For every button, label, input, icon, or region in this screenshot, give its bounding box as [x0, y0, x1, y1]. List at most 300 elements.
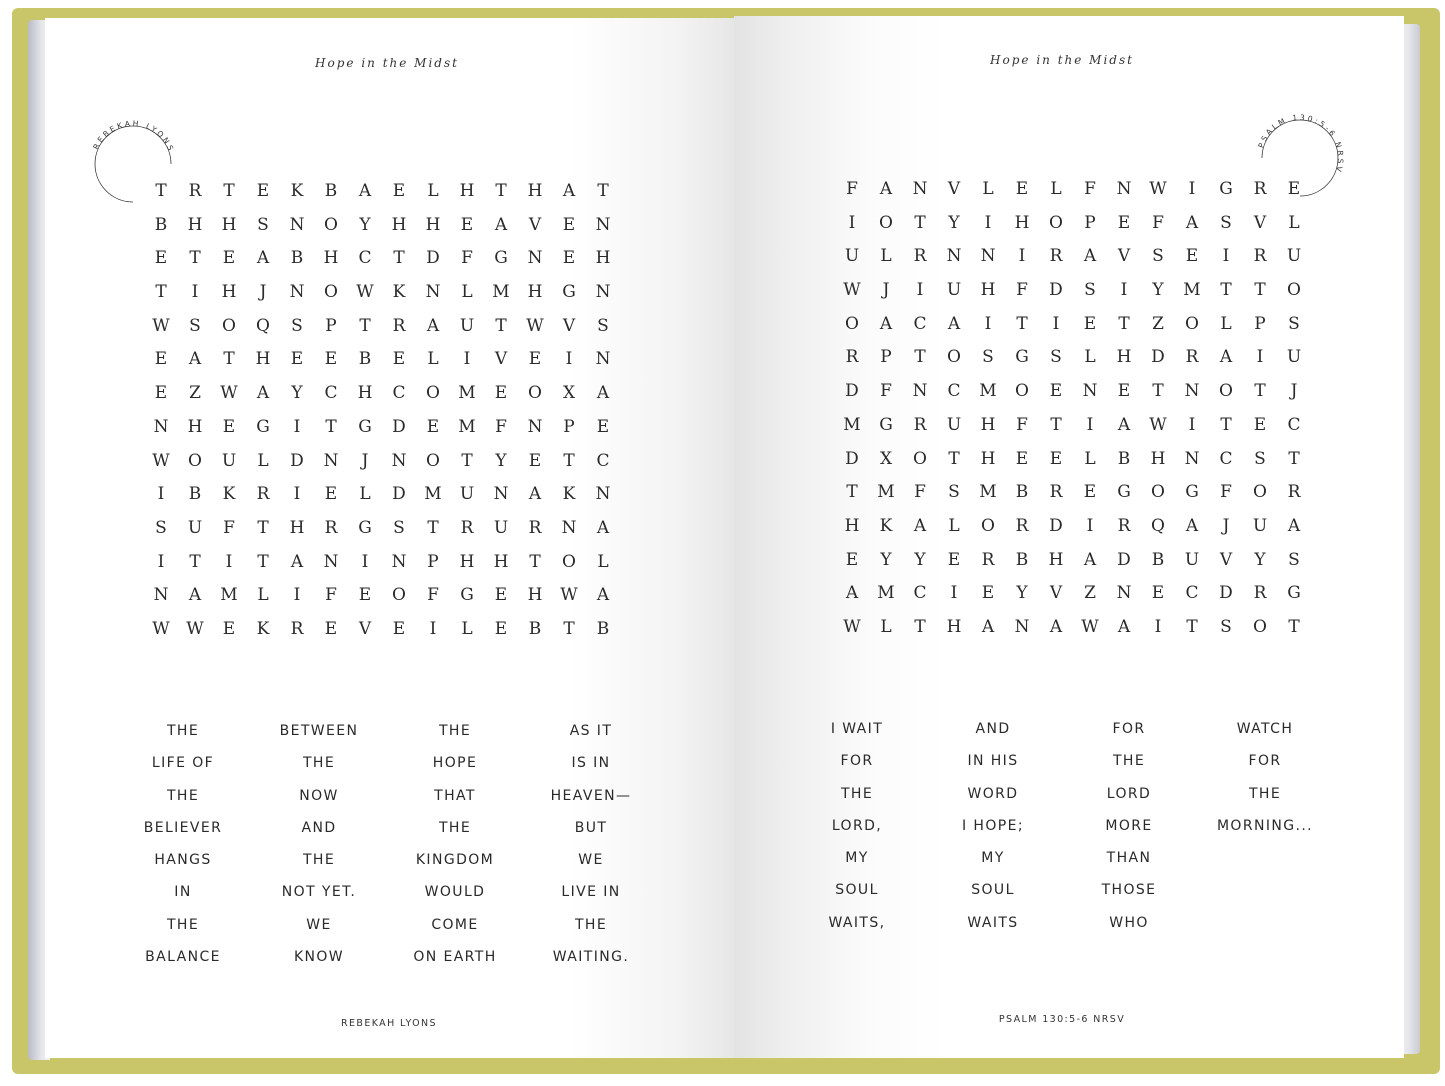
grid-letter: A — [596, 383, 610, 404]
svg-text:PSALM 130:5-6 NRSV — [1256, 113, 1345, 175]
grid-letter: U — [221, 450, 237, 471]
grid-letter: I — [1188, 414, 1196, 435]
grid-letter: N — [527, 416, 543, 437]
grid-letter: J — [361, 450, 369, 471]
grid-letter: C — [1219, 448, 1233, 469]
grid-letter: I — [1222, 246, 1230, 267]
grid-letter: G — [358, 517, 372, 538]
grid-letter: E — [981, 583, 995, 604]
grid-letter: X — [562, 383, 576, 404]
grid-letter: O — [528, 383, 542, 404]
grid-letter: A — [426, 315, 440, 336]
grid-letter: E — [1185, 246, 1199, 267]
grid-letter: K — [562, 484, 576, 505]
grid-letter: U — [493, 517, 509, 538]
grid-letter: U — [1286, 246, 1302, 267]
grid-letter: I — [1188, 179, 1196, 199]
grid-letter: F — [1084, 179, 1096, 199]
grid-letter: T — [223, 181, 235, 201]
quote-line: AND — [301, 819, 337, 836]
grid-letter: R — [392, 315, 406, 336]
grid-letter: F — [1016, 280, 1028, 301]
grid-letter: W — [152, 450, 170, 471]
grid-letter: R — [188, 181, 202, 201]
quote-line: KNOW — [293, 949, 345, 966]
grid-letter: I — [984, 212, 992, 233]
grid-letter: R — [528, 517, 542, 538]
grid-letter: T — [1118, 313, 1130, 334]
grid-letter: N — [595, 484, 611, 505]
grid-letter: N — [289, 282, 305, 303]
quote-line: LIFE OF — [151, 755, 215, 772]
grid-letter: H — [980, 280, 996, 301]
grid-letter: I — [1154, 616, 1162, 637]
grid-letter: T — [1186, 616, 1198, 637]
grid-letter: A — [256, 383, 270, 404]
grid-letter: L — [257, 585, 269, 606]
grid-letter: O — [1049, 212, 1063, 233]
quote-line: THAT — [434, 787, 476, 804]
grid-letter: T — [257, 517, 269, 538]
grid-letter: C — [913, 313, 927, 334]
grid-letter: E — [426, 416, 440, 437]
grid-letter: I — [429, 618, 437, 639]
grid-letter: R — [290, 618, 304, 639]
grid-letter: M — [877, 583, 895, 604]
grid-letter: E — [1015, 179, 1029, 199]
quote-line: IN — [174, 884, 192, 901]
quote-column — [251, 715, 387, 973]
grid-letter: Y — [291, 383, 303, 404]
grid-letter: H — [946, 616, 962, 637]
quote-line: SOUL — [835, 882, 879, 899]
grid-letter: E — [392, 349, 406, 370]
grid-letter: I — [157, 551, 165, 572]
right-quote-block — [789, 713, 1333, 939]
left-running-head: Hope in the Midst — [315, 56, 459, 70]
quote-line: AND — [975, 721, 1011, 737]
grid-letter: T — [461, 450, 473, 471]
quote-line: THE — [1112, 753, 1146, 770]
quote-line: THE — [574, 916, 608, 933]
grid-letter: G — [460, 585, 474, 606]
grid-letter: O — [324, 282, 338, 303]
grid-letter: O — [1287, 280, 1301, 301]
grid-letter: D — [1049, 515, 1063, 536]
grid-letter: R — [981, 549, 995, 570]
grid-letter: F — [1152, 212, 1164, 233]
grid-letter: O — [947, 347, 961, 368]
grid-letter: T — [359, 315, 371, 336]
grid-letter: T — [427, 517, 439, 538]
grid-letter: R — [1253, 246, 1267, 267]
grid-letter: N — [1082, 381, 1098, 402]
grid-letter: E — [845, 549, 859, 570]
grid-letter: T — [189, 248, 201, 269]
grid-letter: B — [188, 484, 202, 505]
grid-letter: T — [223, 349, 235, 370]
grid-letter: A — [913, 515, 927, 536]
grid-letter: T — [1254, 381, 1266, 402]
left-attribution: REBEKAH LYONS — [341, 1018, 437, 1029]
grid-letter: L — [1288, 212, 1300, 233]
grid-letter: Q — [256, 315, 270, 336]
grid-letter: U — [459, 315, 475, 336]
quote-line: KINGDOM — [415, 852, 495, 869]
grid-letter: Y — [948, 212, 960, 233]
grid-letter: L — [880, 246, 892, 267]
quote-column — [387, 715, 523, 973]
grid-letter: A — [879, 179, 893, 199]
grid-letter: D — [845, 381, 859, 402]
grid-letter: S — [1050, 347, 1062, 368]
grid-letter: H — [1048, 549, 1064, 570]
grid-letter: N — [595, 214, 611, 235]
grid-letter: H — [187, 416, 203, 437]
grid-letter: K — [392, 282, 406, 303]
grid-letter: R — [1049, 482, 1063, 503]
quote-line: NOW — [299, 787, 339, 804]
grid-letter: I — [1256, 347, 1264, 368]
grid-letter: A — [845, 583, 859, 604]
grid-letter: Z — [1084, 583, 1096, 604]
grid-letter: E — [562, 214, 576, 235]
grid-letter: E — [222, 618, 236, 639]
grid-letter: L — [461, 282, 473, 303]
grid-letter: F — [914, 482, 926, 503]
grid-letter: B — [1117, 448, 1131, 469]
grid-letter: E — [324, 349, 338, 370]
quote-line: AS IT — [569, 723, 613, 739]
grid-letter: E — [494, 383, 508, 404]
grid-letter: A — [596, 517, 610, 538]
grid-letter: E — [460, 214, 474, 235]
grid-letter: N — [1014, 616, 1030, 637]
grid-letter: Q — [1151, 515, 1165, 536]
grid-letter: S — [948, 482, 960, 503]
grid-letter: L — [1084, 448, 1096, 469]
grid-letter: E — [1117, 381, 1131, 402]
grid-letter: K — [256, 618, 270, 639]
grid-letter: N — [391, 551, 407, 572]
grid-letter: F — [461, 248, 473, 269]
grid-letter: E — [1049, 448, 1063, 469]
grid-letter: S — [1152, 246, 1164, 267]
grid-letter: O — [188, 450, 202, 471]
grid-letter: C — [596, 450, 610, 471]
grid-letter: E — [392, 618, 406, 639]
grid-letter: P — [563, 416, 575, 437]
grid-letter: T — [1288, 616, 1300, 637]
grid-letter: L — [982, 179, 994, 199]
grid-letter: W — [356, 282, 374, 303]
grid-letter: E — [1083, 482, 1097, 503]
grid-letter: Y — [1254, 549, 1266, 570]
grid-letter: M — [458, 383, 476, 404]
right-running-head: Hope in the Midst — [990, 53, 1134, 67]
grid-letter: G — [1015, 347, 1029, 368]
grid-letter: S — [1220, 212, 1232, 233]
quote-line: HANGS — [154, 852, 212, 869]
grid-letter: S — [393, 517, 405, 538]
quote-line: BELIEVER — [143, 819, 223, 836]
grid-letter: B — [290, 248, 304, 269]
grid-letter: B — [154, 214, 168, 235]
grid-letter: P — [880, 347, 892, 368]
grid-letter: B — [596, 618, 610, 639]
quote-line: BETWEEN — [279, 723, 359, 739]
grid-letter: T — [155, 181, 167, 201]
grid-letter: X — [879, 448, 893, 469]
grid-letter: R — [1117, 515, 1131, 536]
grid-letter: F — [223, 517, 235, 538]
grid-letter: V — [1253, 212, 1267, 233]
grid-letter: E — [528, 450, 542, 471]
grid-letter: A — [1083, 246, 1097, 267]
grid-letter: G — [1117, 482, 1131, 503]
grid-letter: M — [843, 414, 861, 435]
quote-line: THE — [1248, 785, 1282, 802]
right-attribution: PSALM 130:5-6 NRSV — [998, 1014, 1126, 1025]
grid-letter: H — [459, 181, 475, 201]
grid-letter: E — [154, 383, 168, 404]
grid-letter: M — [979, 482, 997, 503]
grid-letter: O — [1185, 313, 1199, 334]
grid-letter: N — [980, 246, 996, 267]
grid-letter: R — [845, 347, 859, 368]
grid-letter: A — [528, 484, 542, 505]
grid-letter: N — [153, 416, 169, 437]
grid-letter: C — [1185, 583, 1199, 604]
grid-letter: E — [222, 416, 236, 437]
grid-letter: U — [946, 414, 962, 435]
grid-letter: V — [358, 618, 372, 639]
grid-letter: V — [1219, 549, 1233, 570]
grid-letter: I — [950, 583, 958, 604]
quote-line: HOPE — [432, 755, 478, 772]
quote-line: THE — [840, 785, 874, 802]
quote-line: IS IN — [571, 755, 611, 772]
grid-letter: W — [526, 315, 544, 336]
grid-letter: W — [1081, 616, 1099, 637]
quote-line: MORE — [1105, 817, 1153, 834]
quote-line: THE — [166, 787, 200, 804]
quote-line: WATCH — [1236, 721, 1294, 737]
grid-letter: N — [912, 381, 928, 402]
quote-line: MY — [845, 850, 869, 867]
grid-letter: S — [291, 315, 303, 336]
grid-letter: E — [154, 349, 168, 370]
grid-letter: M — [492, 282, 510, 303]
quote-line: WORD — [967, 785, 1019, 802]
grid-letter: I — [361, 551, 369, 572]
grid-letter: A — [1185, 515, 1199, 536]
grid-letter: B — [1151, 549, 1165, 570]
quote-line: I HOPE; — [962, 817, 1024, 834]
grid-letter: J — [259, 282, 267, 303]
grid-letter: C — [947, 381, 961, 402]
grid-letter: G — [879, 414, 893, 435]
grid-letter: T — [1220, 414, 1232, 435]
grid-letter: T — [1288, 448, 1300, 469]
grid-letter: D — [290, 450, 304, 471]
grid-letter: W — [220, 383, 238, 404]
grid-letter: V — [528, 214, 542, 235]
grid-letter: E — [290, 349, 304, 370]
grid-letter: M — [1183, 280, 1201, 301]
grid-letter: T — [189, 551, 201, 572]
grid-letter: D — [1219, 583, 1233, 604]
grid-letter: A — [1117, 616, 1131, 637]
left-word-search-grid — [144, 175, 620, 647]
grid-letter: S — [1288, 549, 1300, 570]
grid-letter: H — [459, 551, 475, 572]
grid-letter: R — [1185, 347, 1199, 368]
grid-letter: S — [257, 214, 269, 235]
quote-line: MY — [981, 850, 1005, 867]
grid-letter: A — [188, 349, 202, 370]
grid-letter: H — [221, 214, 237, 235]
grid-letter: S — [597, 315, 609, 336]
grid-letter: N — [595, 349, 611, 370]
grid-letter: S — [1220, 616, 1232, 637]
grid-letter: S — [982, 347, 994, 368]
grid-letter: I — [293, 585, 301, 606]
right-seal-text: PSALM 130:5-6 NRSV — [1256, 112, 1346, 175]
grid-letter: N — [1116, 583, 1132, 604]
grid-letter: A — [290, 551, 304, 572]
grid-letter: Y — [495, 450, 507, 471]
grid-letter: R — [324, 517, 338, 538]
grid-letter: A — [1083, 549, 1097, 570]
grid-letter: R — [1253, 583, 1267, 604]
grid-letter: T — [914, 212, 926, 233]
grid-letter: N — [1184, 448, 1200, 469]
grid-letter: Z — [1152, 313, 1164, 334]
grid-letter: H — [1150, 448, 1166, 469]
grid-letter: K — [222, 484, 236, 505]
quote-line: THE — [166, 723, 200, 739]
grid-letter: O — [845, 313, 859, 334]
grid-letter: A — [1117, 414, 1131, 435]
grid-letter: Y — [359, 214, 371, 235]
grid-letter: L — [257, 450, 269, 471]
grid-letter: T — [914, 616, 926, 637]
grid-letter: F — [846, 179, 858, 199]
quote-line: COME — [431, 916, 479, 933]
grid-letter: H — [527, 585, 543, 606]
grid-letter: R — [1253, 179, 1267, 199]
grid-letter: T — [563, 450, 575, 471]
grid-letter: T — [1050, 414, 1062, 435]
grid-letter: W — [1149, 179, 1167, 199]
grid-letter: H — [289, 517, 305, 538]
grid-letter: E — [494, 618, 508, 639]
right-word-search-grid — [835, 173, 1311, 645]
grid-letter: A — [188, 585, 202, 606]
grid-letter: D — [845, 448, 859, 469]
grid-letter: T — [1016, 313, 1028, 334]
grid-letter: E — [494, 585, 508, 606]
grid-letter: T — [597, 181, 609, 201]
grid-letter: W — [560, 585, 578, 606]
grid-letter: D — [1117, 549, 1131, 570]
grid-letter: J — [882, 280, 890, 301]
grid-letter: C — [913, 583, 927, 604]
grid-letter: F — [325, 585, 337, 606]
grid-letter: W — [186, 618, 204, 639]
grid-letter: W — [843, 280, 861, 301]
grid-letter: A — [1219, 347, 1233, 368]
grid-letter: Y — [1016, 583, 1028, 604]
quote-line: I WAIT — [830, 721, 884, 737]
svg-text:REBEKAH LYONS — [91, 119, 176, 154]
grid-letter: L — [1050, 179, 1062, 199]
grid-letter: O — [562, 551, 576, 572]
grid-letter: T — [1254, 280, 1266, 301]
grid-letter: L — [1220, 313, 1232, 334]
quote-line: THE — [438, 819, 472, 836]
quote-column — [523, 715, 659, 973]
grid-letter: O — [392, 585, 406, 606]
grid-letter: I — [1086, 414, 1094, 435]
grid-letter: W — [843, 616, 861, 637]
quote-line: THE — [438, 723, 472, 739]
grid-letter: B — [324, 181, 338, 201]
grid-letter: I — [293, 416, 301, 437]
grid-letter: V — [562, 315, 576, 336]
grid-letter: T — [1152, 381, 1164, 402]
grid-letter: I — [1120, 280, 1128, 301]
grid-letter: H — [221, 282, 237, 303]
quote-column — [925, 713, 1061, 939]
grid-letter: A — [494, 214, 508, 235]
grid-letter: H — [255, 349, 271, 370]
grid-letter: G — [358, 416, 372, 437]
grid-letter: U — [187, 517, 203, 538]
grid-letter: U — [1252, 515, 1268, 536]
grid-letter: I — [463, 349, 471, 370]
grid-letter: F — [880, 381, 892, 402]
grid-letter: H — [527, 181, 543, 201]
grid-letter: T — [563, 618, 575, 639]
grid-letter: S — [189, 315, 201, 336]
grid-letter: R — [460, 517, 474, 538]
grid-letter: A — [947, 313, 961, 334]
grid-letter: B — [1015, 482, 1029, 503]
grid-letter: W — [152, 315, 170, 336]
grid-letter: G — [1185, 482, 1199, 503]
grid-letter: O — [981, 515, 995, 536]
grid-letter: E — [324, 618, 338, 639]
grid-letter: H — [980, 414, 996, 435]
grid-letter: M — [979, 381, 997, 402]
grid-letter: J — [1290, 381, 1298, 402]
grid-letter: B — [358, 349, 372, 370]
grid-letter: E — [1253, 414, 1267, 435]
grid-letter: H — [1116, 347, 1132, 368]
quote-line: MORNING... — [1216, 817, 1314, 834]
quote-line: FOR — [840, 753, 874, 770]
grid-letter: H — [844, 515, 860, 536]
grid-letter: F — [427, 585, 439, 606]
grid-letter: H — [425, 214, 441, 235]
grid-letter: I — [225, 551, 233, 572]
grid-letter: T — [948, 448, 960, 469]
grid-letter: I — [1052, 313, 1060, 334]
grid-letter: N — [912, 179, 928, 199]
grid-letter: T — [393, 248, 405, 269]
